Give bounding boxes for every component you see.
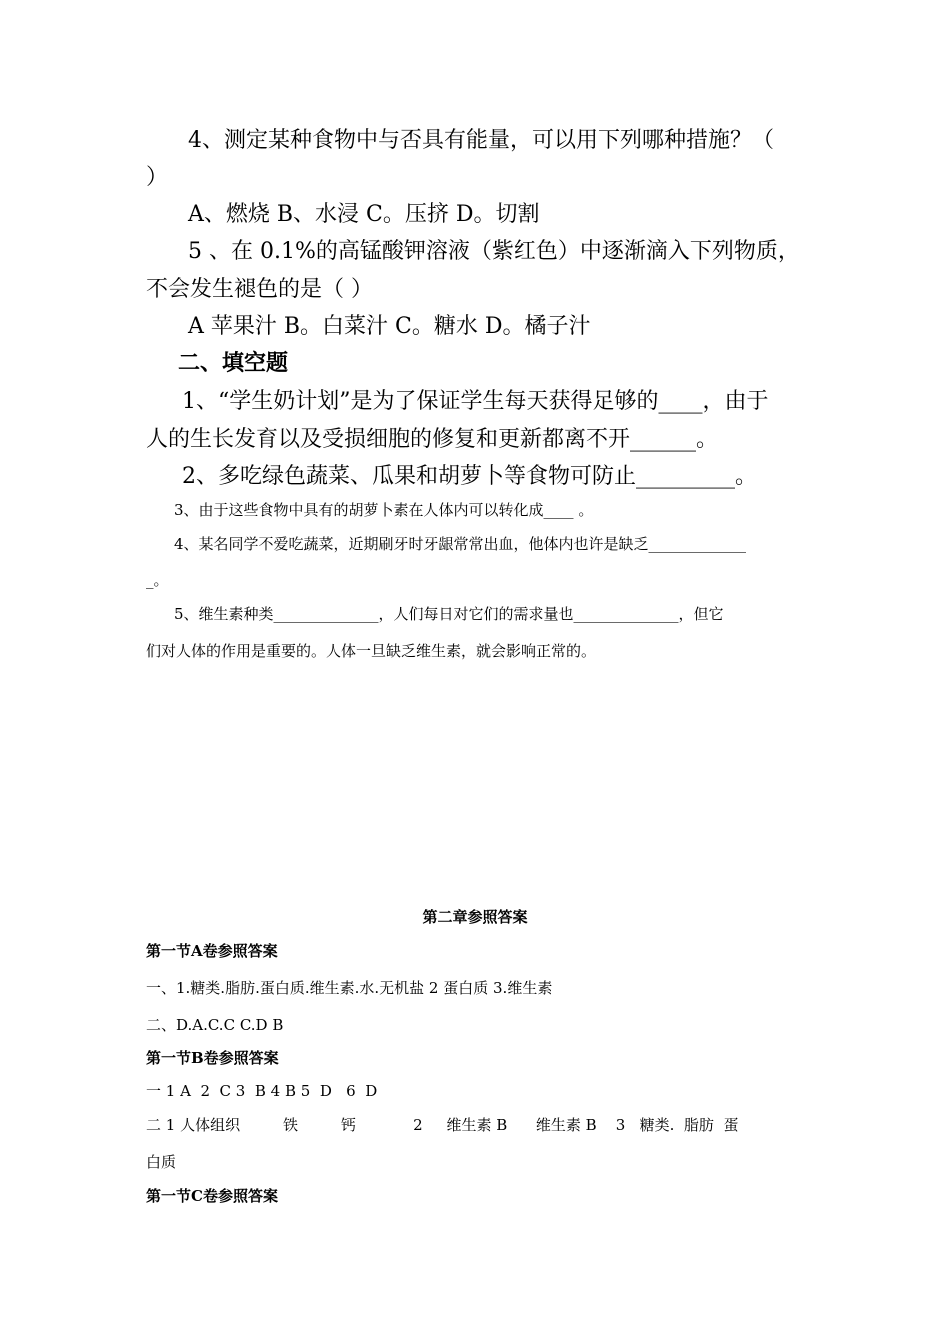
- fill-q2: 2、多吃绿色蔬菜、瓜果和胡萝卜等食物可防止_________。: [182, 464, 757, 489]
- fill-q5-line1: 5、维生素种类______________，人们每日对它们的需求量也______________，但它: [174, 605, 724, 623]
- fill-q4-line1: 4、某名同学不爱吃蔬菜，近期刷牙时牙龈常常出血，他体内也许是缺乏_____________: [174, 535, 747, 553]
- section-a-answer-1: 一、1.糖类.脂肪.蛋白质.维生素.水.无机盐 2 蛋白质 3.维生素: [146, 979, 553, 997]
- q5-text-line2: 不会发生褪色的是（ ）: [146, 277, 373, 302]
- q4-options: A、燃烧 B、水浸 C。压挤 D。切割: [188, 202, 540, 227]
- fill-q1-line1: 1、“学生奶计划”是为了保证学生每天获得足够的____，由于: [182, 389, 769, 414]
- section-b-answer-3: 白质: [146, 1153, 177, 1171]
- section-b-answer-1: 一 1 A 2 C 3 B 4 B 5 D 6 D: [146, 1082, 378, 1100]
- fill-q5-line2: 们对人体的作用是重要的。人体一旦缺乏维生素，就会影响正常的。: [146, 642, 597, 660]
- fill-q3: 3、由于这些食物中具有的胡萝卜素在人体内可以转化成____ 。: [174, 501, 594, 519]
- q5-text-line1: 5 、在 0.1%的高锰酸钾溶液（紫红色）中逐渐滴入下列物质，: [188, 239, 800, 264]
- fill-q1-line2: 人的生长发育以及受损细胞的修复和更新都离不开______。: [146, 427, 719, 452]
- q5-options: A 苹果汁 B。白菜汁 C。糖水 D。橘子汁: [188, 314, 591, 339]
- section-a-answer-2: 二、D.A.C.C C.D B: [146, 1016, 284, 1034]
- fill-q4-line2: _。: [146, 571, 169, 589]
- answers-title: 第二章参照答案: [422, 908, 528, 926]
- fill-section-heading: 二、填空题: [178, 350, 289, 376]
- section-b-title: 第一节B卷参照答案: [146, 1049, 279, 1067]
- section-c-title: 第一节C卷参照答案: [146, 1187, 278, 1205]
- section-a-title: 第一节A卷参照答案: [146, 942, 278, 960]
- section-b-answer-2: 二 1 人体组织 铁 钙 2 维生素 B 维生素 B 3 糖类. 脂肪 蛋: [146, 1116, 739, 1134]
- q4-text-line1: 4、测定某种食物中与否具有能量，可以用下列哪种措施？（: [188, 128, 774, 153]
- q4-text-line2: ）: [146, 165, 169, 190]
